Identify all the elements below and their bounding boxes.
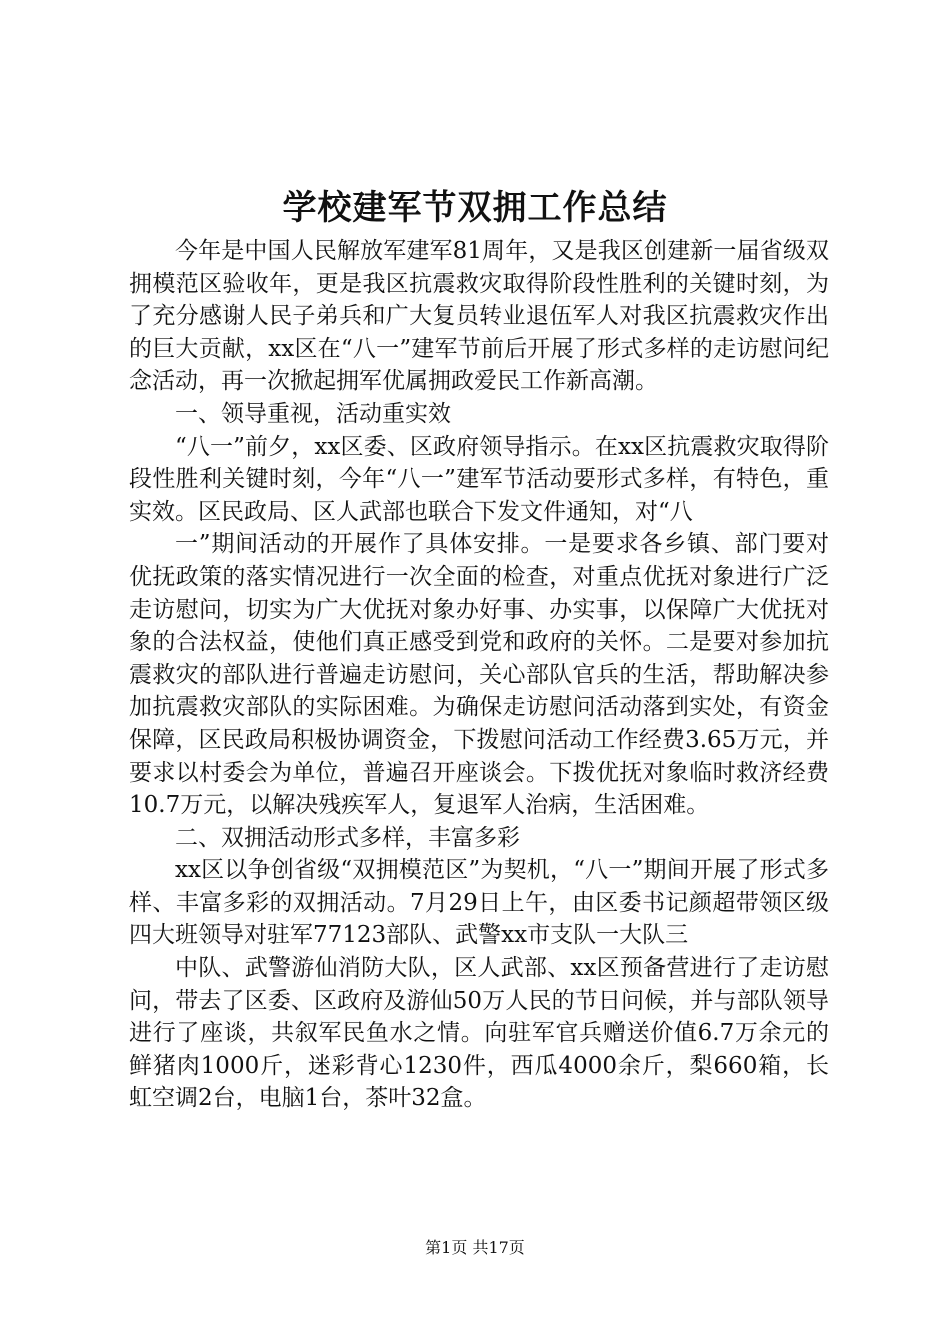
page-number: 第1页 共17页 [425,1238,525,1257]
section-heading-2: 二、双拥活动形式多样，丰富多彩 [175,824,520,851]
paragraph-intro: 今年是中国人民解放军建军81周年，又是我区创建新一届省级双拥模范区验收年，更是我区抗震救灾取得阶段性胜利的关键时刻，为了充分感谢人民子弟兵和广大复员转业退伍军人对我区抗震救灾作出的巨大贡献，xx区在“八一”建军节前后开展了形式多样的走访慰问纪念活动，再一次掀起拥军优属拥政爱民工作新高潮。 [129,238,829,395]
paragraph-activities: xx区以争创省级“双拥模范区”为契机，“八一”期间开展了形式多样、丰富多彩的双拥活动。7月29日上午，由区委书记颜超带领区级四大班领导对驻军77123部队、武警xx市支队一大队三 [129,857,829,949]
document-title: 学校建军节双拥工作总结 [282,188,668,228]
paragraph-arrangements: 一”期间活动的开展作了具体安排。一是要求各乡镇、部门要对优抚政策的落实情况进行一次全面的检查，对重点优抚对象进行广泛走访慰问，切实为广大优抚对象办好事、办实事，以保障广大优抚对象的合法权益，使他们真正感受到党和政府的关怀。二是要对参加抗震救灾的部队进行普遍走访慰问，关心部队官兵的生活，帮助解决参加抗震救灾部队的实际困难。为确保走访慰问活动落到实处，有资金保障，区民政局积极协调资金，下拨慰问活动工作经费3.65万元，并要求以村委会为单位，普遍召开座谈会。下拨优抚对象临时救济经费10.7万元，以解决残疾军人，复退军人治病，生活困难。 [129,531,829,819]
section-heading-1: 一、领导重视，活动重实效 [175,400,451,427]
document-body [129,235,829,1115]
paragraph-visits: 中队、武警游仙消防大队，区人武部、xx区预备营进行了走访慰问，带去了区委、区政府及游仙50万人民的节日问候，并与部队领导进行了座谈，共叙军民鱼水之情。向驻军官兵赠送价值6.7万余元的鲜猪肉1000斤，迷彩背心1230件，西瓜4000余斤，梨660箱，长虹空调2台，电脑1台，茶叶32盒。 [129,955,829,1112]
paragraph-leadership: “八一”前夕，xx区委、区政府领导指示。在xx区抗震救灾取得阶段性胜利关键时刻，今年“八一”建军节活动要形式多样，有特色，重实效。区民政局、区人武部也联合下发文件通知，对“八 [129,433,829,525]
